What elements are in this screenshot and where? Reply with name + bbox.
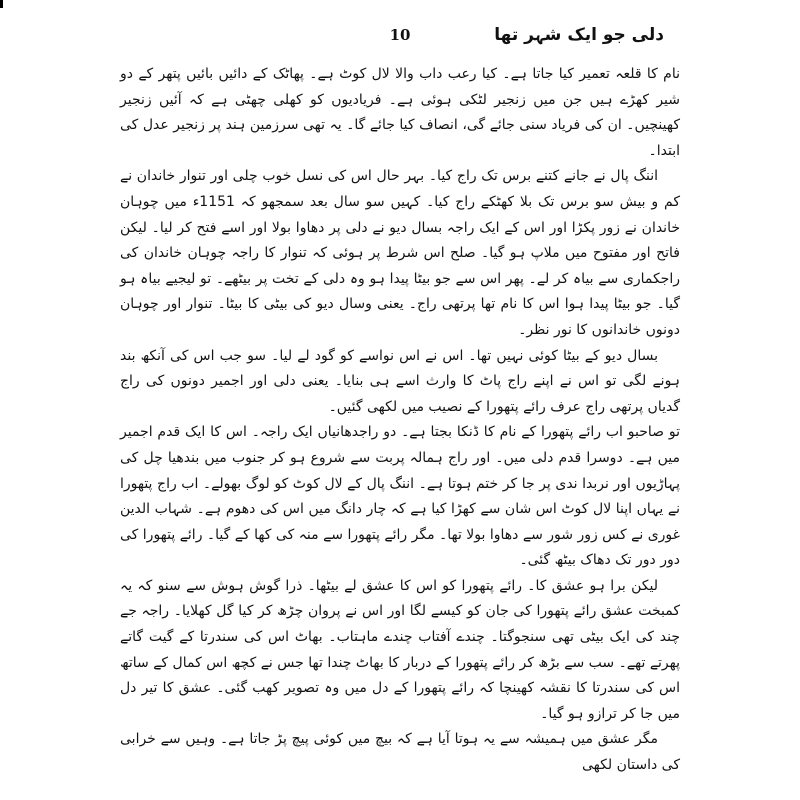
scan-corner-mark: [0, 0, 3, 8]
paragraph: مگر عشق میں ہمیشہ سے یہ ہوتا آیا ہے کہ بیچ میں کوئی پیچ پڑ جاتا ہے۔ وہیں سے خرابی کی داستان لکھی: [120, 731, 680, 774]
body-text: [120, 62, 680, 779]
page-number: 10: [389, 26, 411, 44]
paragraph: نام کا قلعہ تعمیر کیا جاتا ہے۔ کیا رعب داب والا لال کوٹ ہے۔ پھاٹک کے دائیں بائیں پتھر کے دو شیر کھڑے ہیں جن میں زنجیر لٹکی ہوئی ہے۔ فریادیوں کو کھلی چھٹی ہے کہ آئیں زنجیر کھینچیں۔ ان کی فریاد سنی جائے گی، انصاف کیا جائے گا۔ یہ تھی سرزمین ہند پر زنجیر عدل کی ابتدا۔: [120, 66, 680, 159]
paragraph: لیکن برا ہو عشق کا۔ رائے پتھورا کو اس کا عشق لے بیٹھا۔ ذرا گوش ہوش سے سنو کہ یہ کمبخت عشق رائے پتھورا کی جان کو کیسے لگا اور اس نے پروان چڑھ کر کیا گل کھلایا۔ راجہ جے چند کی ایک بیٹی تھی سنجوگتا۔ چندے آفتاب چندے ماہتاب۔ بھاٹ اس کی سندرتا کے گیت گاتے پھرتے تھے۔ سب سے بڑھ کر رائے پتھورا کے دربار کا بھاٹ چندا تھا جس نے کچھ اس کمال کے ساتھ اس کی سندرتا کا نقشہ کھینچا کہ رائے پتھورا کے دل میں وہ تصویر کھب گئی۔ عشق کا تیر دل میں جا کر ترازو ہو گیا۔: [120, 577, 680, 722]
paragraph: تو صاحبو اب رائے پتھورا کے نام کا ڈنکا بجتا ہے۔ دو راجدھانیاں ایک راجہ۔ اس کا ایک قدم اجمیر میں ہے۔ دوسرا قدم دلی میں۔ اور راج ہمالہ پربت سے شروع ہو کر جنوب میں بندھیا چل کی پہاڑیوں اور نربدا ندی پر جا کر ختم ہوتا ہے۔ اننگ پال کے لال کوٹ کو لوگ بھولے۔ اب راج پتھورا نے یہاں اپنا لال کوٹ اس شان سے کھڑا کیا ہے کہ چار دانگ میں اس کی دھوم ہے۔ شہاب الدین غوری نے کس زور شور سے دھاوا بولا تھا۔ مگر رائے پتھورا سے منہ کی کھا کے گیا۔ رائے پتھورا کی دور دور تک دھاک بیٹھ گئی۔: [120, 424, 680, 569]
paragraph: اننگ پال نے جانے کتنے برس تک راج کیا۔ بہر حال اس کی نسل خوب چلی اور تنوار خاندان نے کم و بیش سو برس تک بلا کھٹکے راج کیا۔ کہیں سو سال بعد سمجھو کہ 1151ء میں چوہان خاندان نے زور پکڑا اور اس کے ایک راجہ بسال دیو نے دلی پر دھاوا بولا اور اسے فتح کر لیا۔ لیکن فاتح اور مفتوح میں ملاپ ہو گیا۔ صلح اس شرط پر ہوئی کہ تنوار کا راجہ چوہان خاندان کی راجکماری سے بیاہ کر لے۔ پھر اس سے جو بیٹا پیدا ہو وہ دلی کے تخت پر بیٹھے۔ تو لیجیے بیاہ ہو گیا۔ جو بیٹا پیدا ہوا اس کا نام تھا پرتھی راج۔ یعنی وسال دیو کی بیٹی کا بیٹا۔ تنوار اور چوہان دونوں خاندانوں کا نور نظر۔: [120, 168, 680, 338]
running-head: دلی جو ایک شہر تھا: [494, 25, 664, 45]
paragraph: بسال دیو کے بیٹا کوئی نہیں تھا۔ اس نے اس نواسے کو گود لے لیا۔ سو جب اس کی آنکھ بند ہونے لگی تو اس نے اپنے راج پاٹ کا وارث اسے ہی بنایا۔ یعنی دلی اور اجمیر دونوں کی راج گدیاں پرتھی راج عرف رائے پتھورا کے نصیب میں لکھی گئیں۔: [120, 347, 680, 415]
page-header: [100, 24, 700, 54]
